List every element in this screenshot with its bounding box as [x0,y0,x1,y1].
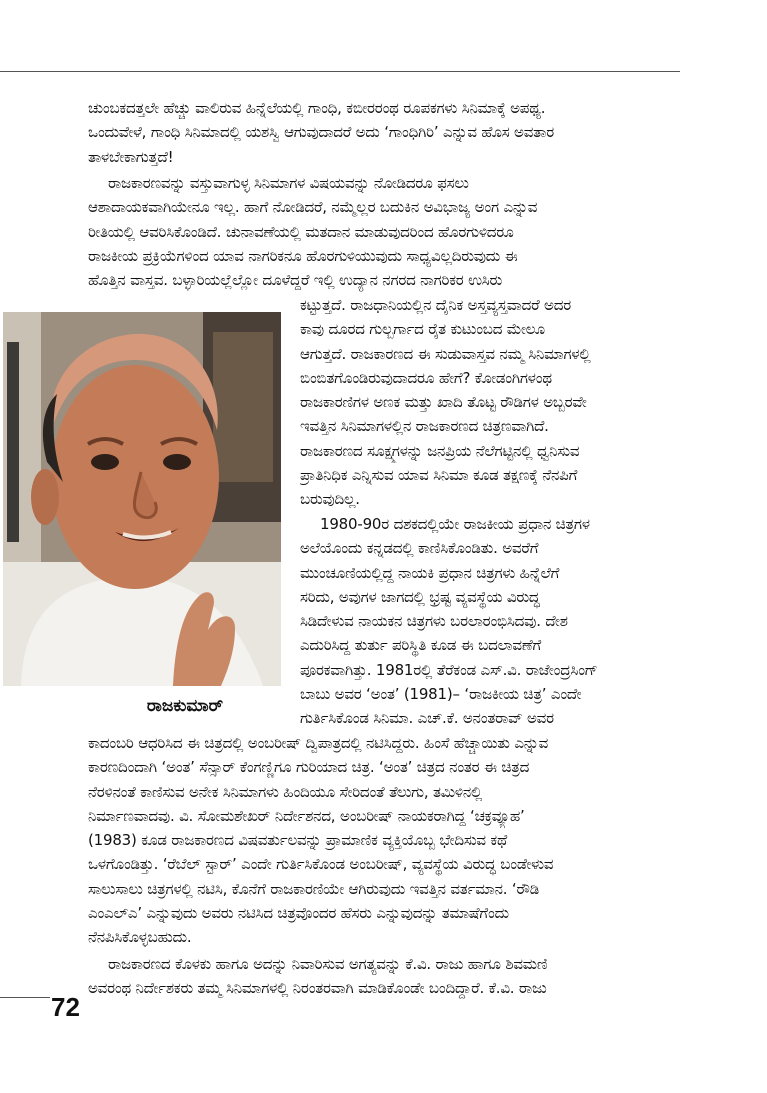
page-number: 72 [51,992,80,1022]
text-line: ರಾಜಕಾರಣದ ಕೊಳಕು ಹಾಗೂ ಅದನ್ನು ನಿವಾರಿಸುವ ಅಗತ್ಯವನ್ನು ಕೆ.ವಿ. ರಾಜು ಹಾಗೂ ಶಿವಮಣಿ [108,955,548,973]
text-line: ಪ್ರಾತಿನಿಧಿಕ ಎನ್ನಿಸುವ ಯಾವ ಸಿನಿಮಾ ಕೂಡ ತಕ್ಷಣಕ್ಕೆ ನೆನಪಿಗೆ [300,466,578,485]
text-line: ಮುಂಚೂಣಿಯಲ್ಲಿದ್ದ ನಾಯಕಿ ಪ್ರಧಾನ ಚಿತ್ರಗಳು ಹಿನ್ನೆಲೆಗೆ [300,563,560,582]
portrait-illustration [3,312,281,686]
text-line: ಸಾಲುಸಾಲು ಚಿತ್ರಗಳಲ್ಲಿ ನಟಿಸಿ, ಕೊನೆಗೆ ರಾಜಕಾರಣಿಯೇ ಆಗಿರುವುದು ಇವತ್ತಿನ ವರ್ತಮಾನ. ‘ರೌಡಿ [88,879,540,898]
text-line: ಕಾರಣದಿಂದಾಗಿ ‘ಅಂತ’ ಸೆನ್ಸಾರ್ ಕೆಂಗಣ್ಣಿಗೂ ಗುರಿಯಾದ ಚಿತ್ರ. ‘ಅಂತ’ ಚಿತ್ರದ ನಂತರ ಈ ಚಿತ್ರದ [88,758,530,777]
text-line: ರಾಜಕಾರಣದ ಸೂಕ್ಷ್ಮಗಳನ್ನು ಜನಪ್ರಿಯ ನೆಲೆಗಟ್ಟಿನಲ್ಲಿ ಧ್ವನಿಸುವ [300,441,580,460]
text-line: ಪೂರಕವಾಗಿತ್ತು. 1981ರಲ್ಲಿ ತೆರೆಕಂಡ ಎಸ್.ವಿ. ರಾಜೇಂದ್ರಸಿಂಗ್ [300,660,598,679]
paragraph-2 [88,171,680,292]
text-line: ಹೊತ್ತಿನ ವಾಸ್ತವ. ಬಳ್ಳಾರಿಯಲ್ಲೆಲ್ಲೋ ದೂಳೆದ್ದರೆ ಇಲ್ಲಿ ಉದ್ಯಾನ ನಗರದ ನಾಗರಿಕರ ಉಸಿರು [88,271,503,290]
text-line: ಅವರಂಥ ನಿರ್ದೇಶಕರು ತಮ್ಮ ಸಿನಿಮಾಗಳಲ್ಲಿ ನಿರಂತರವಾಗಿ ಮಾಡಿಕೊಂಡೇ ಬಂದಿದ್ದಾರೆ. ಕೆ.ವಿ. ರಾಜು [88,979,547,998]
text-line: ನೆರಳಿನಂತೆ ಕಾಣಿಸುವ ಅನೇಕ ಸಿನಿಮಾಗಳು ಹಿಂದಿಯೂ ಸೇರಿದಂತೆ ತೆಲುಗು, ತಮಿಳಿನಲ್ಲಿ [88,782,483,801]
paragraph-1 [88,96,680,169]
text-line: (1983) ಕೂಡ ರಾಜಕಾರಣದ ವಿಷವರ್ತುಲವನ್ನು ಪ್ರಾಮಾಣಿಕ ವ್ಯಕ್ತಿಯೊಬ್ಬ ಭೇದಿಸುವ ಕಥೆ [88,831,508,850]
text-line: ಚುಂಬಕದತ್ತಲೇ ಹೆಚ್ಚು ವಾಲಿರುವ ಹಿನ್ನೆಲೆಯಲ್ಲಿ ಗಾಂಧಿ, ಕಬೀರರಂಥ ರೂಪಕಗಳು ಸಿನಿಮಾಕ್ಕೆ ಅಪಥ್ಯ. [88,99,546,117]
text-line: ಕಾದಂಬರಿ ಆಧರಿಸಿದ ಈ ಚಿತ್ರದಲ್ಲಿ ಅಂಬರೀಷ್ ದ್ವಿಪಾತ್ರದಲ್ಲಿ ನಟಿಸಿದ್ದರು. ಹಿಂಸೆ ಹೆಚ್ಚಾಯಿತು ಎನ್ನುವ [88,734,549,752]
text-line: ಒಂದುವೇಳೆ, ಗಾಂಧಿ ಸಿನಿಮಾದಲ್ಲಿ ಯಶಸ್ವಿ ಆಗುವುದಾದರೆ ಅದು ‘ಗಾಂಧಿಗಿರಿ’ ಎನ್ನುವ ಹೊಸ ಅವತಾರ [88,123,554,142]
paragraph-3-column [300,512,680,731]
text-line: ಎದುರಿಸಿದ್ದ ತುರ್ತು ಪರಿಸ್ಥಿತಿ ಕೂಡ ಈ ಬದಲಾವಣೆಗೆ [300,636,542,655]
text-line: ಸಿಡಿದೇಳುವ ನಾಯಕನ ಚಿತ್ರಗಳು ಬರಲಾರಂಭಿಸಿದವು. ದೇಶ [300,612,568,631]
text-line: ಆಗುತ್ತದೆ. ರಾಜಕಾರಣದ ಈ ಸುಡುವಾಸ್ತವ ನಮ್ಮ ಸಿನಿಮಾಗಳಲ್ಲಿ [300,344,591,363]
text-line: ಬಾಬು ಅವರ ‘ಅಂತ’ (1981)– ‘ರಾಜಕೀಯ ಚಿತ್ರ’ ಎಂದೇ [300,685,582,704]
paragraph-2-column [300,293,680,512]
paragraph-3 [88,731,680,950]
text-line: ಸರಿದು, ಅವುಗಳ ಜಾಗದಲ್ಲಿ ಭ್ರಷ್ಟ ವ್ಯವಸ್ಥೆಯ ವಿರುದ್ಧ [300,587,540,606]
text-line: ರಾಜಕೀಯ ಪ್ರಕ್ರಿಯೆಗಳಿಂದ ಯಾವ ನಾಗರಿಕನೂ ಹೊರಗುಳಿಯುವುದು ಸಾಧ್ಯವಿಲ್ಲದಿರುವುದು ಈ [88,246,518,265]
text-line: ಗುರ್ತಿಸಿಕೊಂಡ ಸಿನಿಮಾ. ಎಚ್.ಕೆ. ಅನಂತರಾವ್ ಅವರ [300,709,554,728]
text-line: ರೀತಿಯಲ್ಲಿ ಆವರಿಸಿಕೊಂಡಿದೆ. ಚುನಾವಣೆಯಲ್ಲಿ ಮತದಾನ ಮಾಡುವುದರಿಂದ ಹೊರಗುಳಿದರೂ [88,222,514,241]
text-line: ಬಿಂಬಿತಗೊಂಡಿರುವುದಾದರೂ ಹೇಗೆ? ಕೋಡಂಗಿಗಳಂಥ [300,368,552,387]
text-line: ಕಟ್ಟುತ್ತದೆ. ರಾಜಧಾನಿಯಲ್ಲಿನ ದೈನಿಕ ಅಸ್ತವ್ಯಸ್ತವಾದರೆ ಅದರ [300,296,571,314]
text-line: 1980-90ರ ದಶಕದಲ್ಲಿಯೇ ರಾಜಕೀಯ ಪ್ರಧಾನ ಚಿತ್ರಗಳ [320,515,590,533]
text-line: ರಾಜಕಾರಣಿಗಳ ಅಣಕ ಮತ್ತು ಖಾದಿ ತೊಟ್ಟ ರೌಡಿಗಳ ಅಬ್ಬರವೇ [300,393,587,412]
text-line: ಬರುವುದಿಲ್ಲ. [300,490,360,509]
footer-rule [0,997,50,998]
text-line: ರಾಜಕಾರಣವನ್ನು ವಸ್ತುವಾಗುಳ್ಳ ಸಿನಿಮಾಗಳ ವಿಷಯವನ್ನು ನೋಡಿದರೂ ಫಸಲು [108,174,469,192]
portrait-photo [3,312,281,686]
text-line: ಎಂಎಲ್ಎ’ ಎನ್ನುವುದು ಅವರು ನಟಿಸಿದ ಚಿತ್ರವೊಂದರ ಹೆಸರು ಎನ್ನುವುದನ್ನು ತಮಾಷೆಗೆಂದು [88,904,509,923]
text-line: ಕಾವು ದೂರದ ಗುಲ್ಬರ್ಗಾದ ರೈತ ಕುಟುಂಬದ ಮೇಲೂ [300,320,545,339]
text-line: ಇವತ್ತಿನ ಸಿನಿಮಾಗಳಲ್ಲಿನ ರಾಜಕಾರಣದ ಚಿತ್ರಣವಾಗಿದೆ. [300,417,549,436]
text-line: ನೆನಪಿಸಿಕೊಳ್ಳಬಹುದು. [88,928,192,947]
text-line: ಒಳಗೊಂಡಿತ್ತು. ‘ರೆಬೆಲ್ ಸ್ಟಾರ್’ ಎಂದೇ ಗುರ್ತಿಸಿಕೊಂಡ ಅಂಬರೀಷ್, ವ್ಯವಸ್ಥೆಯ ವಿರುದ್ಧ ಬಂಡೇಳುವ [88,855,554,874]
text-line: ಆಶಾದಾಯಕವಾಗಿಯೇನೂ ಇಲ್ಲ. ಹಾಗೆ ನೋಡಿದರೆ, ನಮ್ಮೆಲ್ಲರ ಬದುಕಿನ ಅವಿಭಾಜ್ಯ ಅಂಗ ಎನ್ನುವ [88,198,538,217]
text-line: ತಾಳಬೇಕಾಗುತ್ತದೆ! [88,147,174,166]
header-rule [0,71,680,72]
paragraph-4 [88,952,680,1001]
text-line: ನಿರ್ಮಾಣವಾದವು. ವಿ. ಸೋಮಶೇಖರ್ ನಿರ್ದೇಶನದ, ಅಂಬರೀಷ್ ನಾಯಕರಾಗಿದ್ದ ‘ಚಕ್ರವ್ಯೂಹ’ [88,806,525,825]
photo-caption: ರಾಜಕುಮಾರ್ [146,696,224,716]
text-line: ಅಲೆಯೊಂದು ಕನ್ನಡದಲ್ಲಿ ಕಾಣಿಸಿಕೊಂಡಿತು. ಅವರೆಗೆ [300,539,539,558]
